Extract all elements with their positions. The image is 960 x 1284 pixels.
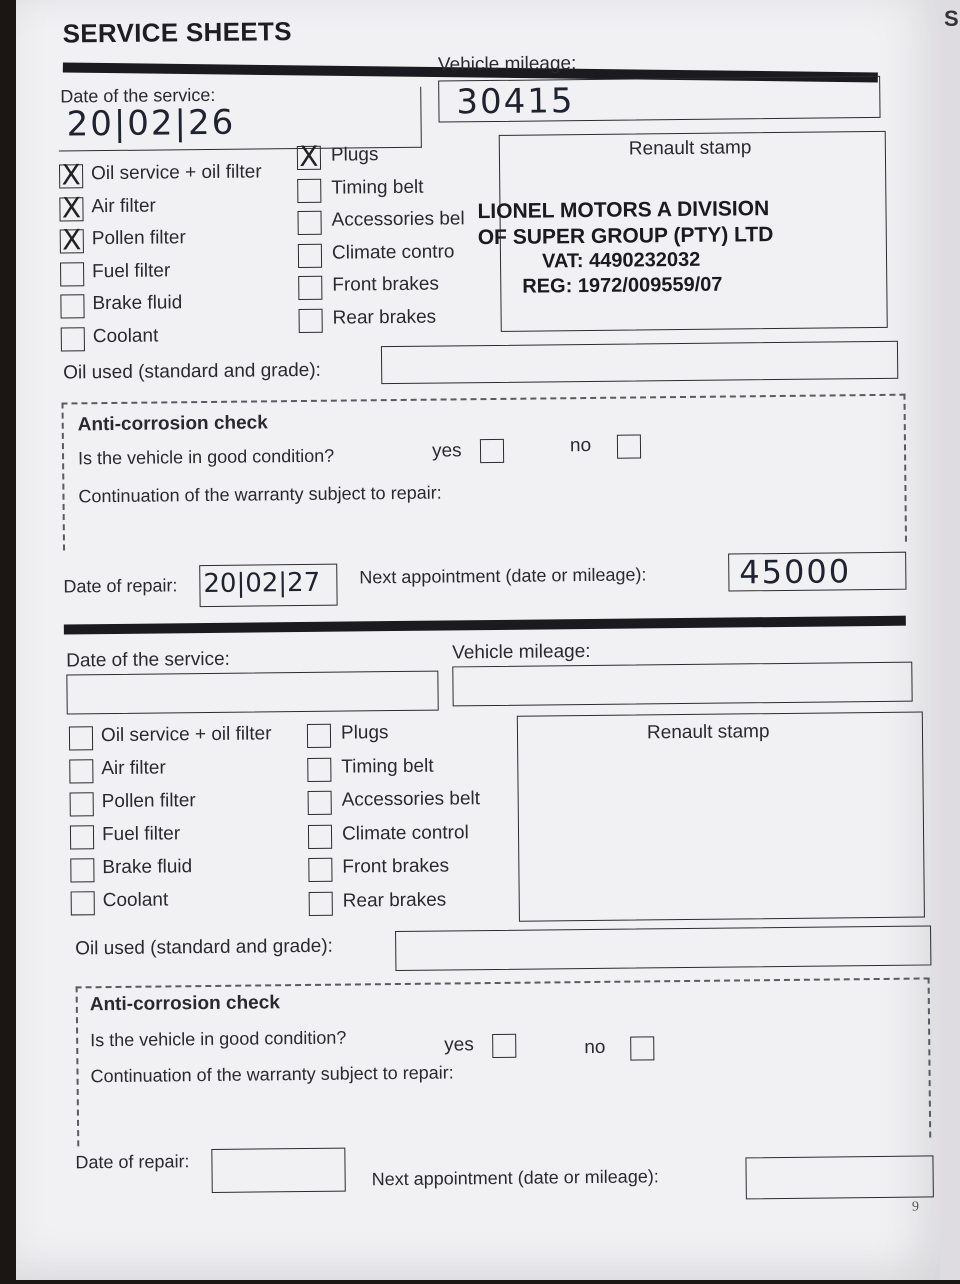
check-mark-icon: X: [299, 139, 319, 174]
no-label-2: no: [584, 1036, 606, 1059]
continuation-label-2: Continuation of the warranty subject to repair:: [90, 1062, 454, 1087]
next-appointment-value-1: 45000: [739, 552, 852, 592]
good-condition-label-2: Is the vehicle in good condition?: [90, 1027, 347, 1051]
check-item-1-checkbox[interactable]: [59, 190, 83, 225]
stamp-line-3: VAT: 4490232032: [541, 248, 701, 273]
next-appointment-label-1: Next appointment (date or mileage):: [359, 564, 647, 588]
check-item-right-2-label: Timing belt: [341, 755, 434, 778]
check-item-right-2-checkbox[interactable]: [308, 858, 332, 882]
anti-corrosion-title-1: Anti-corrosion check: [77, 412, 268, 436]
check-item-right-1-label: Timing belt: [331, 176, 424, 199]
check-item-right-2-checkbox[interactable]: [308, 824, 332, 848]
check-item-right-2-label: Climate control: [341, 821, 469, 845]
check-item-right-1-label: Climate contro: [331, 240, 455, 264]
check-item-right-1-checkbox[interactable]: [298, 243, 322, 267]
check-item-1-label: Oil service + oil filter: [90, 161, 262, 185]
date-of-repair-label-2: Date of repair:: [75, 1151, 190, 1173]
check-item-right-2-label: Plugs: [340, 722, 389, 744]
check-item-1-label: Pollen filter: [91, 227, 186, 250]
check-item-1-checkbox[interactable]: [61, 327, 85, 351]
check-item-1-checkbox[interactable]: [60, 294, 84, 318]
good-condition-label-1: Is the vehicle in good condition?: [77, 445, 335, 469]
vehicle-mileage-value-1: 30415: [456, 81, 575, 123]
check-item-2-checkbox[interactable]: [69, 726, 93, 750]
date-of-service-label: Date of the service:: [60, 84, 216, 107]
check-item-2-checkbox[interactable]: [71, 891, 95, 915]
continuation-label-1: Continuation of the warranty subject to repair:: [78, 482, 442, 507]
check-item-2-checkbox[interactable]: [69, 759, 93, 783]
next-page-edge: [940, 0, 960, 1280]
vehicle-mileage-label-2: Vehicle mileage:: [452, 640, 591, 664]
check-item-right-1-checkbox[interactable]: [298, 276, 322, 300]
check-item-right-2-label: Front brakes: [342, 855, 450, 878]
oil-used-field-1[interactable]: [381, 341, 898, 384]
check-item-2-checkbox[interactable]: [70, 858, 94, 882]
page-number: 9: [911, 1199, 920, 1215]
no-checkbox-1[interactable]: [617, 434, 641, 458]
check-item-2-label: Brake fluid: [102, 856, 193, 879]
page-title: SERVICE SHEETS: [62, 16, 292, 49]
vehicle-mileage-label: Vehicle mileage:: [437, 53, 577, 76]
check-item-right-2-checkbox[interactable]: [307, 757, 331, 781]
check-item-1-label: Air filter: [91, 195, 156, 217]
check-item-2-label: Fuel filter: [101, 823, 181, 846]
vehicle-mileage-field-2[interactable]: [452, 662, 912, 707]
next-page-letter: S: [944, 6, 959, 31]
date-of-repair-label-1: Date of repair:: [63, 575, 178, 597]
check-item-right-1-label: Front brakes: [332, 273, 440, 296]
date-of-service-label-2: Date of the service:: [66, 648, 231, 672]
check-mark-icon: X: [62, 223, 82, 257]
check-item-2-checkbox[interactable]: [70, 825, 94, 849]
renault-stamp-label-1: Renault stamp: [628, 137, 752, 160]
check-item-1-label: Coolant: [92, 324, 159, 347]
check-item-right-2-checkbox[interactable]: [307, 724, 331, 748]
check-item-right-1-label: Plugs: [330, 144, 379, 166]
check-item-right-2-label: Rear brakes: [342, 889, 447, 912]
oil-used-label-1: Oil used (standard and grade):: [63, 359, 321, 384]
yes-label-2: yes: [444, 1034, 474, 1056]
date-of-service-field-2[interactable]: [66, 671, 438, 715]
anti-corrosion-title-2: Anti-corrosion check: [89, 992, 280, 1016]
check-mark-icon: X: [61, 190, 82, 225]
oil-used-field-2[interactable]: [395, 925, 931, 971]
check-item-2-label: Oil service + oil filter: [100, 723, 272, 747]
check-item-1-checkbox[interactable]: [59, 158, 83, 192]
date-of-repair-value-1: 20|02|27: [203, 567, 321, 600]
oil-used-label-2: Oil used (standard and grade):: [75, 935, 334, 960]
check-item-right-2-label: Accessories belt: [341, 788, 481, 811]
check-item-1-checkbox[interactable]: [60, 262, 84, 286]
check-item-2-label: Air filter: [101, 757, 166, 780]
check-item-1-checkbox[interactable]: [60, 223, 84, 257]
renault-stamp-label-2: Renault stamp: [646, 721, 770, 744]
section-divider: [64, 616, 906, 635]
yes-checkbox-1[interactable]: [480, 439, 504, 463]
no-checkbox-2[interactable]: [630, 1036, 654, 1060]
date-of-service-value-1: 20|02|26: [66, 102, 236, 145]
stamp-line-2: OF SUPER GROUP (PTY) LTD: [477, 223, 774, 250]
check-item-right-1-checkbox[interactable]: [299, 308, 323, 332]
yes-label-1: yes: [431, 440, 462, 462]
check-item-2-label: Pollen filter: [101, 790, 196, 813]
check-item-2-checkbox[interactable]: [70, 792, 94, 816]
check-item-2-label: Coolant: [102, 889, 169, 912]
yes-checkbox-2[interactable]: [492, 1034, 516, 1058]
date-of-repair-field-2[interactable]: [211, 1148, 345, 1193]
check-item-1-label: Fuel filter: [92, 259, 171, 282]
no-label-1: no: [569, 434, 592, 457]
check-mark-icon: X: [61, 158, 81, 192]
next-appointment-field-2[interactable]: [745, 1155, 933, 1199]
check-item-right-1-label: Rear brakes: [332, 306, 437, 329]
next-appointment-label-2: Next appointment (date or mileage):: [371, 1166, 659, 1190]
check-item-right-1-checkbox[interactable]: [297, 178, 321, 202]
stamp-line-4: REG: 1972/009559/07: [522, 273, 723, 298]
service-sheet: [57, 0, 930, 1284]
check-item-right-2-checkbox[interactable]: [309, 891, 333, 915]
check-item-1-label: Brake fluid: [92, 292, 183, 315]
check-item-right-1-label: Accessories bel: [331, 208, 465, 231]
check-item-right-2-checkbox[interactable]: [308, 791, 332, 815]
service-booklet-page: [16, 0, 940, 1280]
check-item-right-1-checkbox[interactable]: [297, 211, 321, 235]
check-item-right-1-checkbox[interactable]: [297, 139, 321, 174]
stamp-line-1: LIONEL MOTORS A DIVISION: [477, 197, 770, 224]
